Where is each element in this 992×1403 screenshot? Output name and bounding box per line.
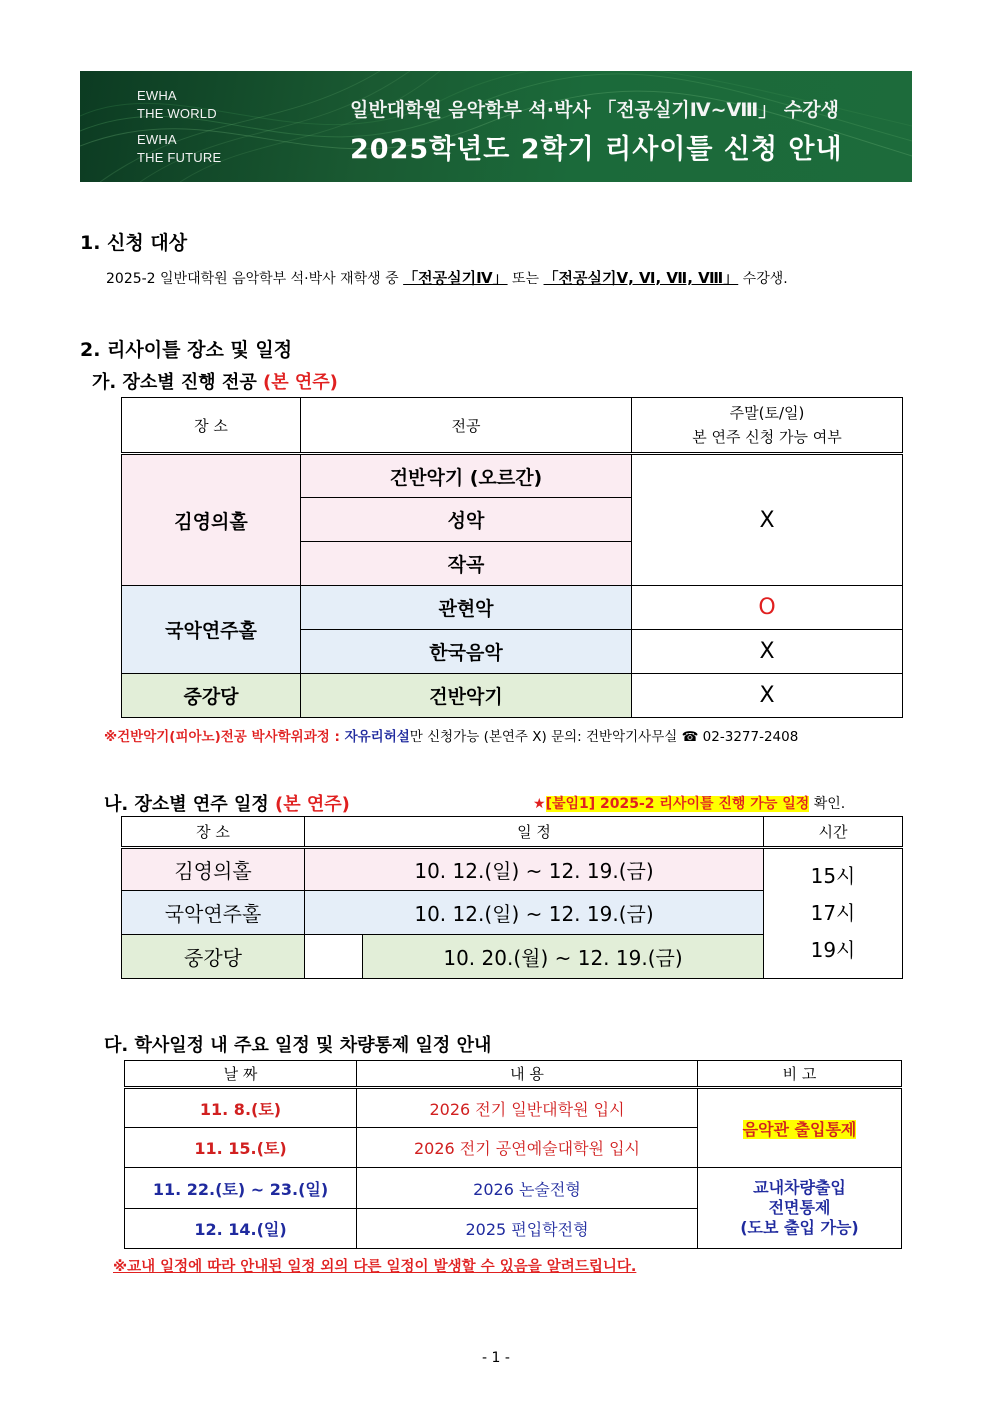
remark-line: (도보 출입 가능) bbox=[740, 1218, 859, 1237]
venue-kimyoungui: 김영의홀 bbox=[122, 454, 301, 586]
table-row bbox=[122, 848, 903, 891]
period-cell: 10. 12.(일) ~ 12. 19.(금) bbox=[305, 891, 764, 935]
major-cell: 한국음악 bbox=[301, 630, 632, 674]
academic-calendar-table bbox=[124, 1060, 902, 1249]
major-cell: 성악 bbox=[301, 498, 632, 542]
header-venue: 장 소 bbox=[122, 817, 305, 848]
venue-cell: 국악연주홀 bbox=[122, 891, 305, 935]
date-cell: 12. 14.(일) bbox=[125, 1209, 357, 1249]
time-slot: 15시 bbox=[810, 864, 856, 888]
schedule-table bbox=[121, 816, 903, 979]
period-cell: 10. 20.(월) ~ 12. 19.(금) bbox=[363, 935, 764, 979]
section2a-heading bbox=[92, 368, 338, 394]
page-number: - 1 - bbox=[482, 1350, 510, 1366]
venue-cell: 김영의홀 bbox=[122, 848, 305, 891]
table-row bbox=[122, 586, 903, 630]
header-content: 내 용 bbox=[357, 1061, 698, 1088]
availability-cell: X bbox=[632, 674, 903, 718]
venue-gugak: 국악연주홀 bbox=[122, 586, 301, 674]
header-schedule: 일 정 bbox=[305, 817, 764, 848]
table-row bbox=[125, 1088, 902, 1128]
banner-title-line2: 2025학년도 2학기 리사이틀 신청 안내 bbox=[350, 134, 843, 165]
time-slot: 17시 bbox=[810, 901, 856, 925]
course-v-viii: 「전공실기Ⅴ, Ⅵ, Ⅶ, Ⅷ」 bbox=[543, 269, 739, 287]
slogan-line: EWHA bbox=[137, 88, 177, 103]
remark-music-hall bbox=[698, 1088, 902, 1168]
section2a-title-red: (본 연주) bbox=[263, 372, 338, 393]
section2b-title-red: (본 연주) bbox=[275, 794, 350, 815]
table-header-row bbox=[122, 398, 903, 454]
attachment-link-text: [붙임1] 2025-2 리사이틀 진행 가능 일정 bbox=[545, 796, 810, 812]
venue-cell: 중강당 bbox=[122, 935, 305, 979]
remark-text: 음악관 출입통제 bbox=[742, 1119, 857, 1139]
table-header-row bbox=[122, 817, 903, 848]
section2b-title: 나. 장소별 연주 일정 bbox=[104, 794, 276, 815]
header-weekend bbox=[632, 398, 903, 454]
slogan-line: THE FUTURE bbox=[137, 150, 222, 165]
target-text: 또는 bbox=[507, 271, 544, 287]
date-cell: 11. 22.(토) ~ 23.(일) bbox=[125, 1168, 357, 1209]
major-cell: 건반악기 (오르간) bbox=[301, 454, 632, 498]
period-cell: 10. 12.(일) ~ 12. 19.(금) bbox=[305, 848, 764, 891]
venue-major-table bbox=[121, 397, 903, 718]
course-iv: 「전공실기Ⅳ」 bbox=[403, 269, 508, 287]
remark-line: 교내차량출입 bbox=[753, 1178, 846, 1197]
content-cell: 2026 전기 공연예술대학원 입시 bbox=[357, 1128, 698, 1168]
header-remark: 비 고 bbox=[698, 1061, 902, 1088]
major-cell: 작곡 bbox=[301, 542, 632, 586]
note-rest: 만 신청가능 (본연주 X) 문의: 건반악기사무실 ☎ 02-3277-2408 bbox=[409, 729, 799, 745]
section2a-title: 가. 장소별 진행 전공 bbox=[92, 372, 264, 393]
availability-cell: O bbox=[632, 586, 903, 630]
availability-cell: X bbox=[632, 630, 903, 674]
content-cell: 2026 전기 일반대학원 입시 bbox=[357, 1088, 698, 1128]
header-date: 날 짜 bbox=[125, 1061, 357, 1088]
empty-cell bbox=[305, 935, 363, 979]
banner-title-line1: 일반대학원 음악학부 석·박사 「전공실기Ⅳ~Ⅷ」 수강생 bbox=[350, 99, 839, 121]
section2-heading: 2. 리사이틀 장소 및 일정 bbox=[80, 339, 293, 361]
table-row bbox=[125, 1168, 902, 1209]
star-icon: ★ bbox=[533, 796, 546, 812]
attachment-note bbox=[533, 793, 845, 813]
calendar-disclaimer: ※교내 일정에 따라 안내된 일정 외의 다른 일정이 발생할 수 있음을 알려드립니다. bbox=[113, 1259, 637, 1275]
major-cell: 관현악 bbox=[301, 586, 632, 630]
content-cell: 2025 편입학전형 bbox=[357, 1209, 698, 1249]
target-text: 수강생. bbox=[738, 271, 788, 287]
attachment-rest: 확인. bbox=[809, 796, 846, 812]
slogan-line: EWHA bbox=[137, 132, 177, 147]
availability-cell: X bbox=[632, 454, 903, 586]
content-cell: 2026 논술전형 bbox=[357, 1168, 698, 1209]
header-weekend-line1: 주말(토/일) bbox=[729, 404, 805, 422]
time-slot: 19시 bbox=[810, 938, 856, 962]
target-text: 2025-2 일반대학원 음악학부 석·박사 재학생 중 bbox=[106, 271, 404, 287]
header-weekend-line2: 본 연주 신청 가능 여부 bbox=[692, 428, 842, 446]
section1-heading: 1. 신청 대상 bbox=[80, 232, 188, 254]
remark-vehicle-control bbox=[698, 1168, 902, 1249]
header-major: 전공 bbox=[301, 398, 632, 454]
date-cell: 11. 15.(토) bbox=[125, 1128, 357, 1168]
note-blue: 자유리허설 bbox=[344, 729, 410, 745]
remark-line: 전면통제 bbox=[768, 1198, 831, 1217]
major-cell: 건반악기 bbox=[301, 674, 632, 718]
piano-note bbox=[104, 725, 798, 745]
header-banner bbox=[80, 71, 912, 182]
date-cell: 11. 8.(토) bbox=[125, 1088, 357, 1128]
time-cell bbox=[764, 848, 903, 979]
section2b-heading bbox=[104, 790, 350, 816]
header-venue: 장 소 bbox=[122, 398, 301, 454]
table-row bbox=[122, 454, 903, 498]
header-time: 시간 bbox=[764, 817, 903, 848]
section2c-heading: 다. 학사일정 내 주요 일정 및 차량통제 일정 안내 bbox=[104, 1035, 492, 1056]
section1-text bbox=[106, 267, 788, 288]
table-row bbox=[122, 674, 903, 718]
table-header-row bbox=[125, 1061, 902, 1088]
slogan-line: THE WORLD bbox=[137, 106, 217, 121]
note-red: ※건반악기(피아노)전공 박사학위과정 : bbox=[104, 729, 345, 745]
venue-jungangdang: 중강당 bbox=[122, 674, 301, 718]
ewha-slogan bbox=[137, 87, 221, 167]
